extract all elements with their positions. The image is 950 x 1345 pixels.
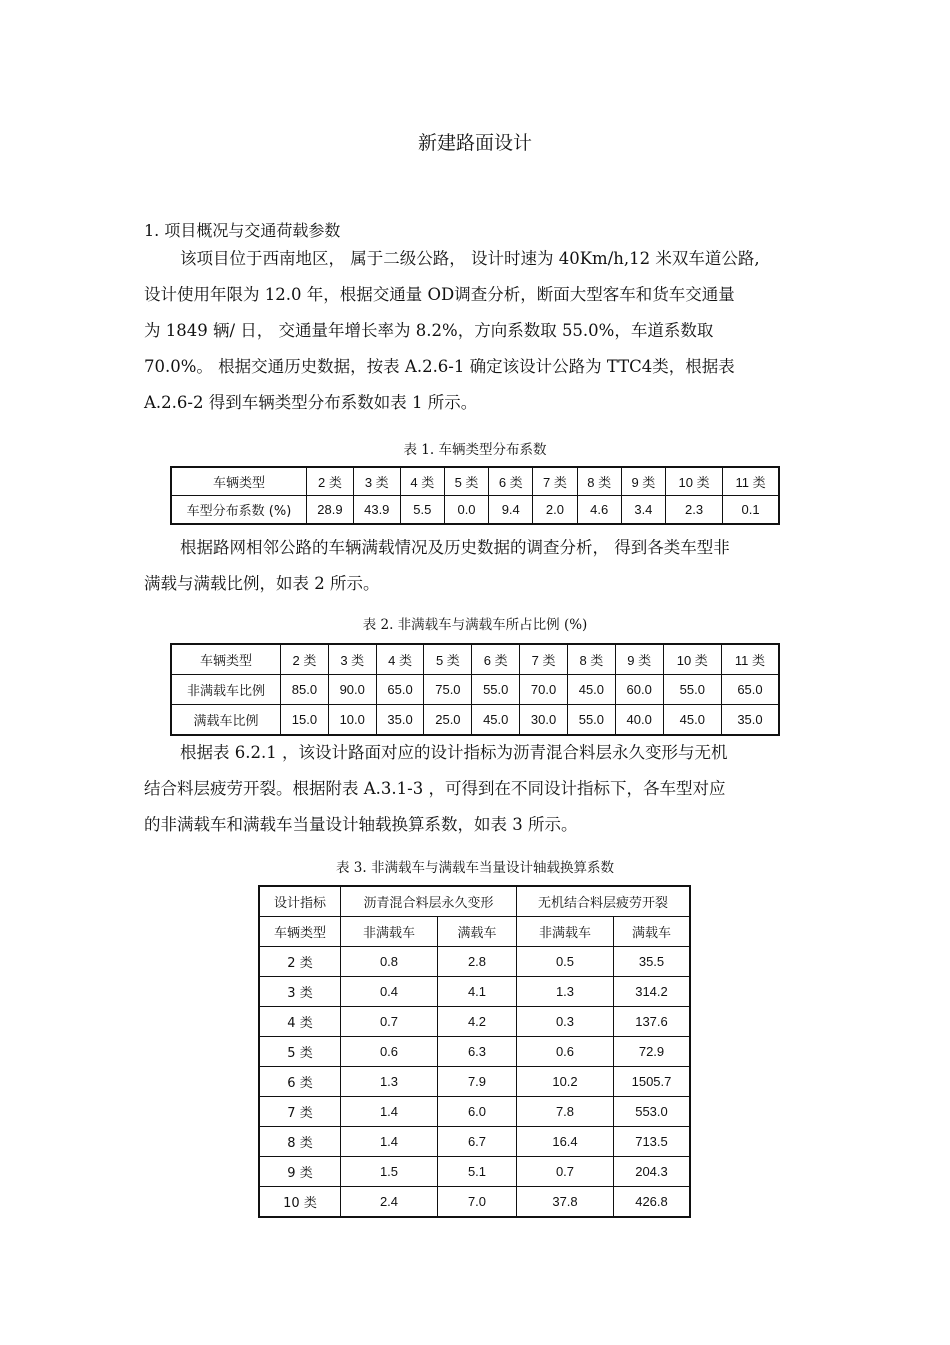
table-cell: 204.3 — [614, 1157, 691, 1187]
vehicle-distribution-table — [170, 466, 780, 525]
table-cell: 0.6 — [341, 1037, 438, 1067]
table-row — [171, 675, 779, 705]
table-cell: 28.9 — [307, 496, 354, 525]
table-cell: 0.7 — [341, 1007, 438, 1037]
table-row-label: 10 类 — [259, 1187, 341, 1218]
table-header-cell: 沥青混合料层永久变形 — [341, 886, 517, 917]
paragraph-line: 该项目位于西南地区， 属于二级公路， 设计时速为 40Km/h,12 米双车道公路, — [180, 249, 760, 268]
section-heading: 1. 项目概况与交通荷载参数 — [144, 221, 341, 240]
table-cell: 0.8 — [341, 947, 438, 977]
table-header-cell: 10 类 — [666, 467, 723, 496]
table-cell: 90.0 — [328, 675, 376, 705]
table-cell: 45.0 — [663, 705, 721, 736]
table-header-cell: 5 类 — [424, 644, 472, 675]
table-cell: 426.8 — [614, 1187, 691, 1218]
paragraph-line: 满载与满载比例，如表 2 所示。 — [144, 574, 380, 593]
table-cell: 35.0 — [376, 705, 424, 736]
table-cell: 6.3 — [438, 1037, 517, 1067]
table-row-label: 2 类 — [259, 947, 341, 977]
paragraph-line: 结合料层疲劳开裂。根据附表 A.3.1-3 ，可得到在不同设计指标下，各车型对应 — [144, 779, 726, 798]
table-row-label: 4 类 — [259, 1007, 341, 1037]
table-row — [259, 947, 690, 977]
table-row — [259, 1187, 690, 1218]
table-row-label: 7 类 — [259, 1097, 341, 1127]
table-cell: 1.5 — [341, 1157, 438, 1187]
table-header-cell: 8 类 — [577, 467, 621, 496]
paragraph-project-overview — [144, 241, 804, 421]
table-row — [259, 886, 690, 917]
table-header-cell: 车辆类型 — [171, 644, 281, 675]
table-cell: 3.4 — [621, 496, 665, 525]
table-header-cell: 6 类 — [472, 644, 520, 675]
table-header-cell: 车辆类型 — [259, 917, 341, 947]
table-header-cell: 满载车 — [438, 917, 517, 947]
table3-caption: 表 3. 非满载车与满载车当量设计轴载换算系数 — [336, 860, 614, 876]
paragraph-line: 设计使用年限为 12.0 年，根据交通量 OD调查分析，断面大型客车和货车交通量 — [144, 285, 735, 304]
table-cell: 314.2 — [614, 977, 691, 1007]
table1-caption: 表 1. 车辆类型分布系数 — [403, 442, 547, 458]
table-row — [259, 1097, 690, 1127]
table-cell: 55.0 — [472, 675, 520, 705]
table-cell: 45.0 — [472, 705, 520, 736]
table-cell: 9.4 — [489, 496, 533, 525]
table-row-label: 5 类 — [259, 1037, 341, 1067]
table-header-cell: 11 类 — [721, 644, 779, 675]
table-cell: 7.8 — [517, 1097, 614, 1127]
table-cell: 85.0 — [281, 675, 329, 705]
axle-load-conversion-table — [258, 885, 691, 1218]
table-cell: 2.4 — [341, 1187, 438, 1218]
table-cell: 2.3 — [666, 496, 723, 525]
table-header-cell: 非满载车 — [517, 917, 614, 947]
paragraph-line: 根据表 6.2.1 ，该设计路面对应的设计指标为沥青混合料层永久变形与无机 — [180, 743, 728, 762]
table-row — [171, 644, 779, 675]
table-cell: 4.6 — [577, 496, 621, 525]
table-header-cell: 非满载车 — [341, 917, 438, 947]
table-header-cell: 2 类 — [281, 644, 329, 675]
table-header-cell: 2 类 — [307, 467, 354, 496]
table-cell: 45.0 — [567, 675, 615, 705]
table-cell: 2.0 — [533, 496, 577, 525]
table-row — [259, 1127, 690, 1157]
table-cell: 10.2 — [517, 1067, 614, 1097]
table-cell: 60.0 — [615, 675, 663, 705]
table-cell: 137.6 — [614, 1007, 691, 1037]
table-header-cell: 5 类 — [444, 467, 488, 496]
table-header-cell: 7 类 — [533, 467, 577, 496]
table-cell: 35.5 — [614, 947, 691, 977]
table-header-cell: 3 类 — [353, 467, 400, 496]
paragraph-axle-load — [144, 735, 804, 843]
table-cell: 713.5 — [614, 1127, 691, 1157]
table-cell: 55.0 — [663, 675, 721, 705]
table-header-cell: 车辆类型 — [171, 467, 307, 496]
table-cell: 10.0 — [328, 705, 376, 736]
table-cell: 0.7 — [517, 1157, 614, 1187]
table-cell: 1.3 — [341, 1067, 438, 1097]
table-header-cell: 3 类 — [328, 644, 376, 675]
table-header-cell: 11 类 — [723, 467, 779, 496]
table-cell: 55.0 — [567, 705, 615, 736]
table-cell: 5.1 — [438, 1157, 517, 1187]
paragraph-line: 的非满载车和满载车当量设计轴载换算系数，如表 3 所示。 — [144, 815, 578, 834]
table-cell: 70.0 — [520, 675, 568, 705]
table-cell: 16.4 — [517, 1127, 614, 1157]
table-cell: 30.0 — [520, 705, 568, 736]
table-header-cell: 6 类 — [489, 467, 533, 496]
table-cell: 37.8 — [517, 1187, 614, 1218]
table-row-label: 3 类 — [259, 977, 341, 1007]
table-header-cell: 8 类 — [567, 644, 615, 675]
table-cell: 1.4 — [341, 1127, 438, 1157]
table-cell: 40.0 — [615, 705, 663, 736]
table-cell: 7.9 — [438, 1067, 517, 1097]
table2-caption: 表 2. 非满载车与满载车所占比例 (%) — [362, 617, 588, 633]
table-row-label: 6 类 — [259, 1067, 341, 1097]
table-cell: 35.0 — [721, 705, 779, 736]
table-cell: 72.9 — [614, 1037, 691, 1067]
table-row — [259, 977, 690, 1007]
table-row — [259, 1067, 690, 1097]
table-row-label: 满载车比例 — [171, 705, 281, 736]
table-row — [171, 705, 779, 736]
table-header-cell: 4 类 — [376, 644, 424, 675]
table-cell: 6.0 — [438, 1097, 517, 1127]
table-cell: 2.8 — [438, 947, 517, 977]
table-cell: 25.0 — [424, 705, 472, 736]
paragraph-line: 根据路网相邻公路的车辆满载情况及历史数据的调查分析， 得到各类车型非 — [180, 538, 730, 557]
table-row — [171, 467, 779, 496]
table-header-cell: 设计指标 — [259, 886, 341, 917]
table-row-label: 非满载车比例 — [171, 675, 281, 705]
table-cell: 0.3 — [517, 1007, 614, 1037]
table-cell: 4.2 — [438, 1007, 517, 1037]
table-row — [171, 496, 779, 525]
table-header-cell: 4 类 — [400, 467, 444, 496]
table-cell: 1.3 — [517, 977, 614, 1007]
table-cell: 1505.7 — [614, 1067, 691, 1097]
table-cell: 1.4 — [341, 1097, 438, 1127]
table-row-label: 9 类 — [259, 1157, 341, 1187]
table-cell: 7.0 — [438, 1187, 517, 1218]
document-title: 新建路面设计 — [417, 132, 532, 154]
table-cell: 0.4 — [341, 977, 438, 1007]
table-cell: 553.0 — [614, 1097, 691, 1127]
table-cell: 0.1 — [723, 496, 779, 525]
table-header-cell: 7 类 — [520, 644, 568, 675]
table-cell: 15.0 — [281, 705, 329, 736]
paragraph-line: A.2.6-2 得到车辆类型分布系数如表 1 所示。 — [144, 393, 478, 412]
table-cell: 6.7 — [438, 1127, 517, 1157]
table-row — [259, 1157, 690, 1187]
table-cell: 0.5 — [517, 947, 614, 977]
table-cell: 65.0 — [721, 675, 779, 705]
table-row-label: 车型分布系数 (%) — [171, 496, 307, 525]
table-cell: 0.0 — [444, 496, 488, 525]
paragraph-load-ratio — [144, 530, 804, 602]
table-header-cell: 10 类 — [663, 644, 721, 675]
table-cell: 0.6 — [517, 1037, 614, 1067]
table-header-cell: 9 类 — [615, 644, 663, 675]
load-ratio-table — [170, 643, 780, 736]
paragraph-line: 70.0%。 根据交通历史数据，按表 A.2.6-1 确定该设计公路为 TTC4类，根据表 — [144, 357, 735, 376]
table-cell: 43.9 — [353, 496, 400, 525]
table-header-cell: 9 类 — [621, 467, 665, 496]
table-row-label: 8 类 — [259, 1127, 341, 1157]
table-cell: 5.5 — [400, 496, 444, 525]
table-header-cell: 无机结合料层疲劳开裂 — [517, 886, 691, 917]
table-cell: 75.0 — [424, 675, 472, 705]
table-row — [259, 917, 690, 947]
table-row — [259, 1037, 690, 1067]
table-cell: 4.1 — [438, 977, 517, 1007]
paragraph-line: 为 1849 辆/ 日， 交通量年增长率为 8.2%，方向系数取 55.0%，车道系数取 — [144, 321, 714, 340]
table-header-cell: 满载车 — [614, 917, 691, 947]
table-cell: 65.0 — [376, 675, 424, 705]
table-row — [259, 1007, 690, 1037]
